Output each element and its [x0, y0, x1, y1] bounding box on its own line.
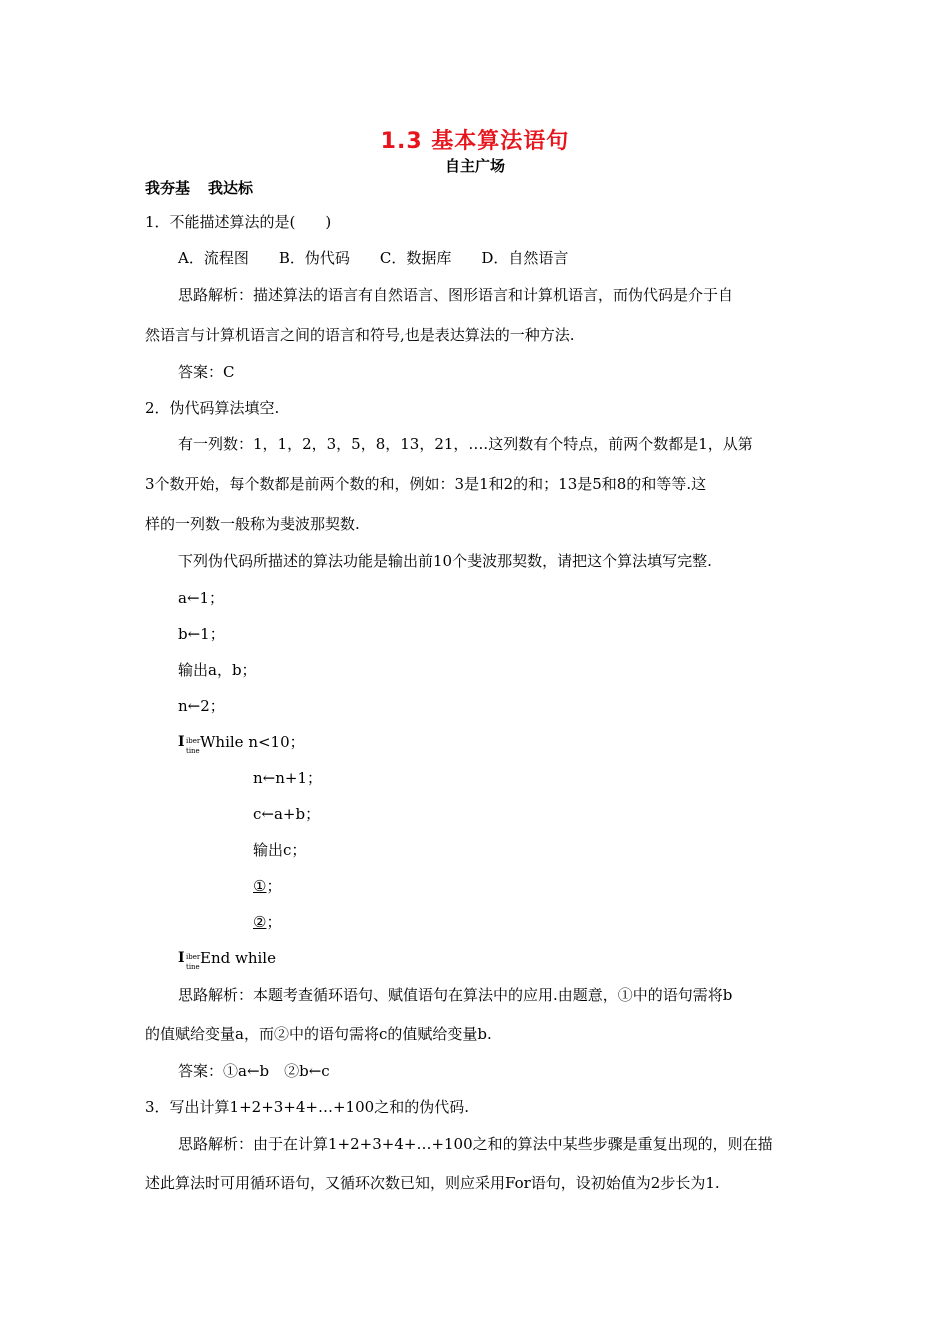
q1-option-c: C．数据库 — [379, 249, 452, 267]
code-label-bottom-2: tine — [186, 963, 200, 971]
blank1-marker: ① — [253, 877, 267, 895]
q1-option-a: A．流程图 — [178, 249, 249, 267]
q2-para1-line2: 3个数开始，每个数都是前两个数的和，例如：3是1和2的和；13是5和8的和等等.这 — [145, 475, 707, 493]
code-label-top-2: iber — [186, 953, 201, 961]
q2-analysis-line1: 思路解析：本题考查循环语句、赋值语句在算法中的应用.由题意，①中的语句需将b — [178, 986, 733, 1004]
code-label-big-2: I — [178, 950, 185, 966]
q2-para2: 下列伪代码所描述的算法功能是输出前10个斐波那契数，请把这个算法填写完整. — [178, 552, 712, 570]
code-line-end-while — [178, 948, 276, 971]
code-while-text: While n<10； — [200, 733, 305, 751]
q2-para1-line1: 有一列数：1，1，2，3，5，8，13，21，….这列数有个特点，前两个数都是1，从第 — [178, 435, 753, 453]
section-heading — [145, 177, 271, 198]
page-subtitle: 自主广场 — [444, 157, 505, 175]
code-label-mark — [178, 732, 201, 755]
code-line-output-c: 输出c； — [253, 841, 307, 859]
q3-question: 3．写出计算1+2+3+4+…+100之和的伪代码. — [145, 1098, 469, 1116]
blank2-semicolon: ； — [266, 913, 282, 931]
q1-answer: 答案：C — [178, 363, 235, 381]
q1-option-d: D．自然语言 — [481, 249, 569, 267]
q1-option-b: B．伪代码 — [278, 249, 350, 267]
code-line-blank1 — [253, 876, 281, 896]
code-end-while-text: End while — [200, 949, 276, 967]
code-line-output-ab: 输出a，b； — [178, 661, 257, 679]
code-line-a: a←1； — [178, 589, 225, 607]
section-part2: 我达标 — [208, 179, 254, 197]
q2-question: 2．伪代码算法填空. — [145, 399, 280, 417]
code-line-n: n←2； — [178, 697, 225, 715]
section-part1: 我夯基 — [145, 179, 191, 197]
code-line-c: c←a+b； — [253, 805, 321, 823]
code-label-mark-2 — [178, 948, 201, 971]
q2-answer: 答案：①a←b ②b←c — [178, 1062, 330, 1080]
code-label-bottom: tine — [186, 747, 200, 755]
q3-analysis-line1: 思路解析：由于在计算1+2+3+4+…+100之和的算法中某些步骤是重复出现的，则在描 — [178, 1135, 773, 1153]
page-title: 1.3 基本算法语句 — [380, 129, 570, 154]
code-line-n-increment: n←n+1； — [253, 769, 323, 787]
q2-analysis-line2: 的值赋给变量a，而②中的语句需将c的值赋给变量b. — [145, 1025, 492, 1043]
code-label-top: iber — [186, 737, 201, 745]
q1-analysis-line1: 思路解析：描述算法的语言有自然语言、图形语言和计算机语言，而伪代码是介于自 — [178, 286, 734, 304]
code-line-b: b←1； — [178, 625, 225, 643]
q3-analysis-line2: 述此算法时可用循环语句，又循环次数已知，则应采用For语句，设初始值为2步长为1. — [145, 1174, 720, 1192]
q1-options — [178, 248, 568, 268]
blank1-semicolon: ； — [266, 877, 282, 895]
code-line-while — [178, 732, 305, 755]
code-line-blank2 — [253, 912, 281, 932]
q1-analysis-line2: 然语言与计算机语言之间的语言和符号,也是表达算法的一种方法. — [145, 326, 575, 344]
q2-para1-line3: 样的一列数一般称为斐波那契数. — [145, 515, 360, 533]
q1-question: 1．不能描述算法的是( ) — [145, 213, 332, 231]
blank2-marker: ② — [253, 913, 267, 931]
code-label-big: I — [178, 734, 185, 750]
